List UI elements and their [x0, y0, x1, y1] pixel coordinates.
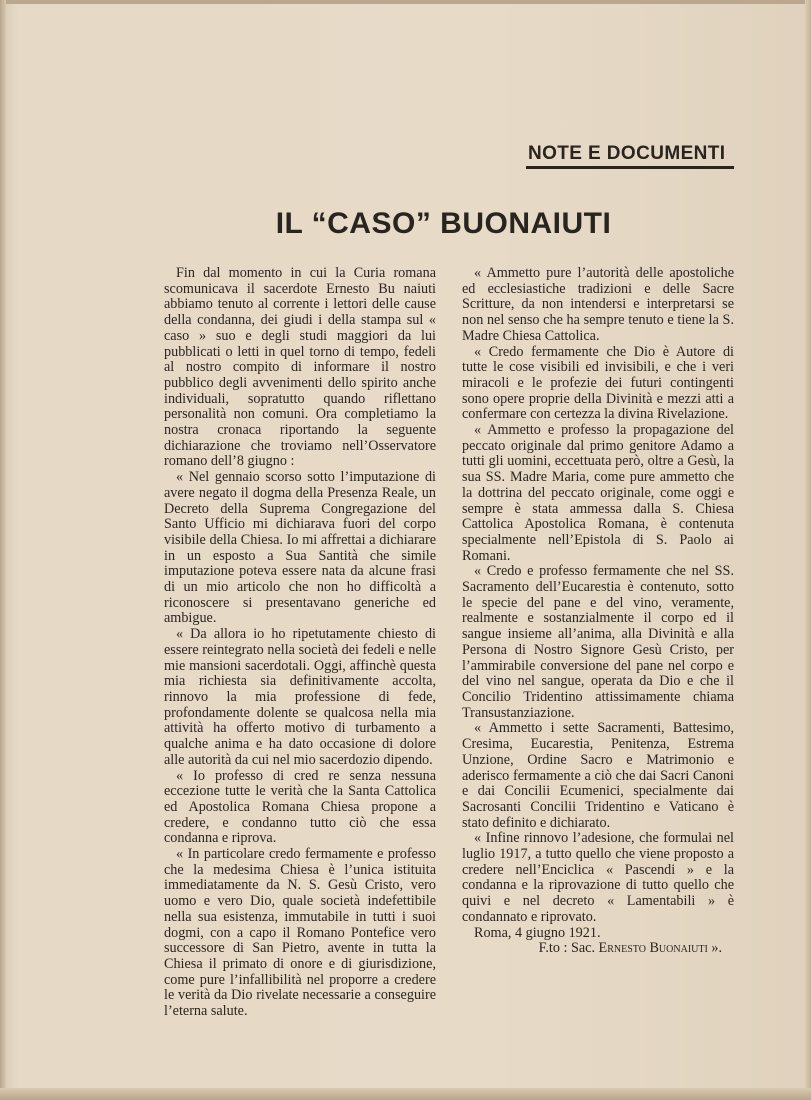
signature-suffix: ». — [711, 940, 722, 957]
right-column — [462, 266, 734, 957]
article-title: IL “CASO” BUONAIUTI — [275, 207, 612, 240]
page-right-edge — [805, 0, 811, 1100]
paragraph: « Credo e professo fermamente che nel SS. Sacramento dell’Eucarestia è contenuto, sotto le specie del pane e del vino, veramente, realmente e sostanzialmente il corpo ed il sangue insieme all’anima, alla Divinità e alla Persona di Nostro Signore Gesù Cristo, per l’ammirabile conversione del pane nel corpo e del vino nel sangue, operata da Dio e che il Concilio Tridentino attissimamente chiama Transustanziazione. — [462, 563, 734, 721]
paragraph: « Ammetto e professo la propagazione del peccato originale dal primo genitore Adamo a tutti gli uomini, eccettuata però, oltre a Gesù, la sua SS. Madre Maria, come pure ammetto che la dottrina del peccato originale, come oggi e sempre è stata ammessa dalla S. Chiesa Cattolica Apostolica Romana, è contenuta specialmente nell’Epistola di S. Paolo ai Romani. — [462, 422, 734, 564]
page-left-fold — [0, 0, 6, 1100]
signature-prefix: F.to : Sac. — [538, 940, 595, 957]
signature-name: Ernesto Buonaiuti — [598, 940, 708, 957]
place-date: Roma, 4 giugno 1921. — [474, 924, 601, 941]
paragraph: Fin dal momento in cui la Curia romana scomunicava il sacerdote Ernesto Bu naiuti abbiamo tenuto al corrente i lettori delle cause della condanna, dei giudi i della stampa sul « caso » suo e degli studi maggiori da lui pubblicati o letti in quel torno di tempo, fedeli al nostro compito di informare il nostro pubblico degli avvenimenti dello spirito anche individuali, sopratutto quando riflettano personalità non comuni. Ora completiamo la nostra cronaca riportando la seguente dichiarazione che troviamo nell’Osservatore romano dell’8 giugno : — [164, 265, 436, 470]
paragraph: « Infine rinnovo l’adesione, che formulai nel luglio 1917, a tutto quello che viene proposto a credere nell’Enciclica « Pascendi » e la condanna e la riprovazione di tutto quello che quivi e nel decreto « Lamentabili » è condannato e riprovato. — [462, 830, 734, 925]
paragraph: « Ammetto pure l’autorità delle apostoliche ed ecclesiastiche tradizioni e delle Sacre Scritture, da non intendersi e interpretarsi se non nel senso che ha sempre tenuto e tiene la S. Madre Chiesa Cattolica. — [462, 265, 734, 344]
section-rule — [526, 166, 734, 169]
left-column — [164, 266, 436, 1020]
paragraph: « Ammetto i sette Sacramenti, Battesimo, Cresima, Eucarestia, Penitenza, Estrema Unzione, Ordine Sacro e Matrimonio e aderisco fermamente a ciò che dai Sacri Canoni e dai Concilii Ecumenici, specialmente dai Sacrosanti Concilii Tridentino e Vaticano è stato definito e dichiarato. — [462, 720, 734, 831]
paragraph: « Da allora io ho ripetutamente chiesto di essere reintegrato nella società dei fedeli e nelle mie mansioni sacerdotali. Oggi, affinchè questa mia richiesta sia definitivamente accolta, rinnovo la mia professione di fede, profondamente dolente se qualcosa nella mia attività ha offerto motivo di turbamento a qualche anima e ha dato occasione di dolore alle autorità da cui nel mio sacerdozio dipendo. — [164, 626, 436, 768]
paragraph: « In particolare credo fermamente e professo che la medesima Chiesa è l’unica istituita immediatamente da N. S. Gesù Cristo, vero uomo e vero Dio, quale società indefettibile nella sua esistenza, immutabile in tutti i suoi dogmi, con a capo il Romano Pontefice vero successore di San Pietro, avente in tutta la Chiesa il primato di onore e di giurisdizione, come pure l’infallibilità nel proporre a credere le verità da Dio rivelate necessarie a conseguire l’eterna salute. — [164, 846, 436, 1020]
section-heading: NOTE E DOCUMENTI — [528, 143, 726, 164]
page-bottom-edge — [0, 1088, 811, 1100]
page-top-edge — [0, 0, 811, 4]
paragraph: « Nel gennaio scorso sotto l’imputazione di avere negato il dogma della Presenza Reale, un Decreto della Suprema Congregazione del Santo Ufficio mi dichiarava fuori del corpo visibile della Chiesa. Io mi affrettai a dichiarare in un esposto a Sua Santità che simile imputazione poteva essere nata da alcune frasi di un mio articolo che non ho difficoltà a riconoscere si presentavano generiche ed ambigue. — [164, 469, 436, 627]
paragraph: « Credo fermamente che Dio è Autore di tutte le cose visibili ed invisibili, e che i veri miracoli e le profezie dei futuri contingenti sono opere proprie della Divinità e mezzi atti a confermare con certezza la divina Rivelazione. — [462, 343, 734, 423]
paragraph: « Io professo di cred re senza nessuna eccezione tutte le verità che la Santa Cattolica ed Apostolica Romana Chiesa propone a credere, e condanno tutto ciò che essa condanna e riprova. — [164, 767, 436, 847]
signature — [462, 941, 734, 957]
